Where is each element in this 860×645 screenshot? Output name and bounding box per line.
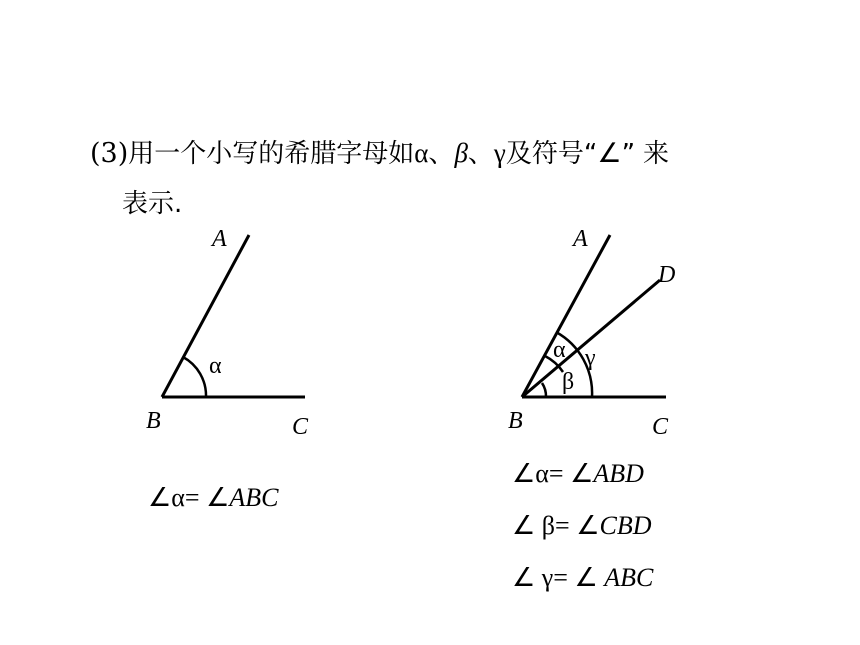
- right-angle-figure: [508, 226, 675, 440]
- heading-beta: β: [454, 138, 468, 168]
- left-angle-arc: [183, 357, 206, 397]
- heading-sep-2: 、: [467, 139, 494, 169]
- left-label-alpha: α: [209, 353, 222, 379]
- right-label-beta: β: [562, 369, 575, 395]
- heading-angle-symbol: ∠: [597, 138, 622, 168]
- right-label-d: D: [658, 262, 676, 288]
- right-eq2-lhs: ∠ β=: [512, 511, 570, 540]
- left-eq-rhs: ABC: [229, 483, 279, 512]
- heading-gamma: γ: [493, 138, 506, 168]
- right-equation-3: [512, 563, 653, 593]
- left-label-c: C: [292, 414, 309, 440]
- right-equation-2: [512, 511, 652, 541]
- heading-prefix: (3): [90, 138, 129, 169]
- heading-line-2: 表示.: [122, 189, 183, 219]
- left-label-b: B: [146, 408, 161, 434]
- right-label-alpha: α: [553, 337, 566, 363]
- right-eq3-rhs: ABC: [604, 563, 654, 592]
- heading-quote-open: “: [583, 139, 598, 169]
- right-eq3-lhs: ∠ γ=: [512, 563, 568, 592]
- right-label-c: C: [652, 414, 669, 440]
- left-equation: [148, 483, 279, 513]
- left-ray-ba: [162, 235, 249, 397]
- heading-text-3: 来: [643, 139, 670, 169]
- right-arc-beta: [542, 383, 546, 397]
- right-eq1-angle: ∠: [570, 459, 594, 488]
- right-eq1-lhs: ∠α=: [512, 459, 564, 488]
- left-label-a: A: [212, 226, 227, 252]
- heading-sep-1: 、: [428, 139, 455, 169]
- right-label-a: A: [573, 226, 588, 252]
- right-eq3-angle: ∠: [574, 563, 605, 592]
- right-label-gamma: γ: [585, 345, 596, 371]
- right-eq2-angle: ∠: [576, 511, 600, 540]
- right-eq1-rhs: ABD: [593, 459, 644, 488]
- right-equation-1: [512, 459, 644, 489]
- heading-text-2: 及符号: [505, 139, 584, 169]
- left-angle-figure: [146, 226, 309, 440]
- left-eq-lhs: ∠α=: [148, 483, 200, 512]
- heading-alpha: α: [414, 138, 429, 168]
- left-eq-angle: ∠: [206, 483, 230, 512]
- heading-quote-close: ”: [621, 139, 636, 169]
- right-label-b: B: [508, 408, 523, 434]
- heading-text: 用一个小写的希腊字母如: [128, 139, 415, 169]
- right-eq2-rhs: CBD: [599, 511, 652, 540]
